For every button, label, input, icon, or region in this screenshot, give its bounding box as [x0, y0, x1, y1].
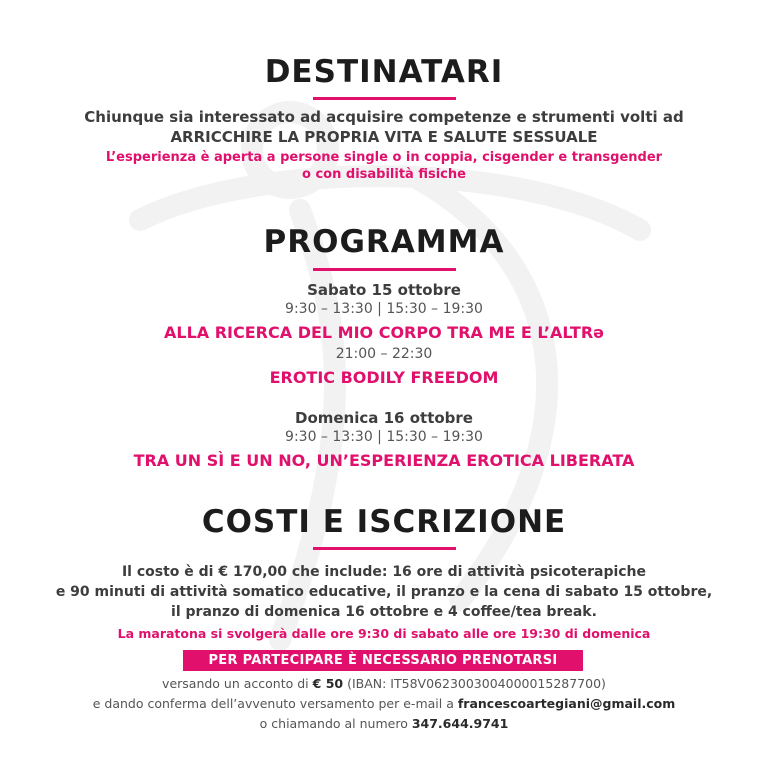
destinatari-line-3: L’esperienza è aperta a persone single o in coppia, cisgender e transgender: [105, 150, 663, 165]
costi-title: COSTI E ISCRIZIONE: [201, 504, 567, 540]
destinatari-title: DESTINATARI: [264, 54, 504, 90]
sunday-session: TRA UN SÌ E UN NO, UN’ESPERIENZA EROTICA LIBERATA: [133, 451, 635, 470]
confirm-line: [0, 696, 768, 711]
costi-line-2: e 90 minuti di attività somatico educative, il pranzo e la cena di sabato 15 ottobre,: [55, 584, 713, 600]
confirm-prefix: e dando conferma dell’avvenuto versamento per e-mail a: [92, 696, 454, 711]
payment-iban: (IBAN: IT58V0623003004000015287700): [347, 676, 606, 691]
costi-line-4: La maratona si svolgerà dalle ore 9:30 di sabato alle ore 19:30 di domenica: [117, 626, 651, 641]
destinatari-line-2: ARRICCHIRE LA PROPRIA VITA E SALUTE SESSUALE: [170, 128, 598, 146]
contact-email[interactable]: francescoartegiani@gmail.com: [457, 696, 676, 711]
costi-line-3: il pranzo di domenica 16 ottobre e 4 coffee/tea break.: [171, 604, 597, 620]
costi-underline: [313, 547, 456, 550]
saturday-date: Sabato 15 ottobre: [307, 281, 461, 299]
phone-line: [0, 716, 768, 731]
payment-prefix: versando un acconto di: [162, 676, 309, 691]
programma-underline: [313, 268, 456, 271]
sunday-time: 9:30 – 13:30 | 15:30 – 19:30: [285, 429, 483, 445]
saturday-time-1: 9:30 – 13:30 | 15:30 – 19:30: [285, 301, 483, 317]
destinatari-line-4: o con disabilità fisiche: [302, 167, 466, 182]
destinatari-underline: [313, 97, 456, 100]
payment-line: [0, 676, 768, 691]
programma-title: PROGRAMMA: [263, 224, 505, 260]
phone-prefix: o chiamando al numero: [259, 716, 408, 731]
saturday-session-1: ALLA RICERCA DEL MIO CORPO TRA ME E L’ALTRə: [164, 323, 604, 342]
contact-phone[interactable]: 347.644.9741: [411, 716, 509, 731]
booking-banner: PER PARTECIPARE È NECESSARIO PRENOTARSI: [183, 650, 583, 671]
saturday-time-2: 21:00 – 22:30: [335, 346, 433, 362]
costi-line-1: Il costo è di € 170,00 che include: 16 ore di attività psicoterapiche: [121, 564, 647, 580]
sunday-date: Domenica 16 ottobre: [295, 409, 473, 427]
destinatari-line-1: Chiunque sia interessato ad acquisire competenze e strumenti volti ad: [84, 108, 684, 126]
saturday-session-2: EROTIC BODILY FREEDOM: [269, 368, 499, 387]
payment-amount: € 50: [312, 676, 344, 691]
